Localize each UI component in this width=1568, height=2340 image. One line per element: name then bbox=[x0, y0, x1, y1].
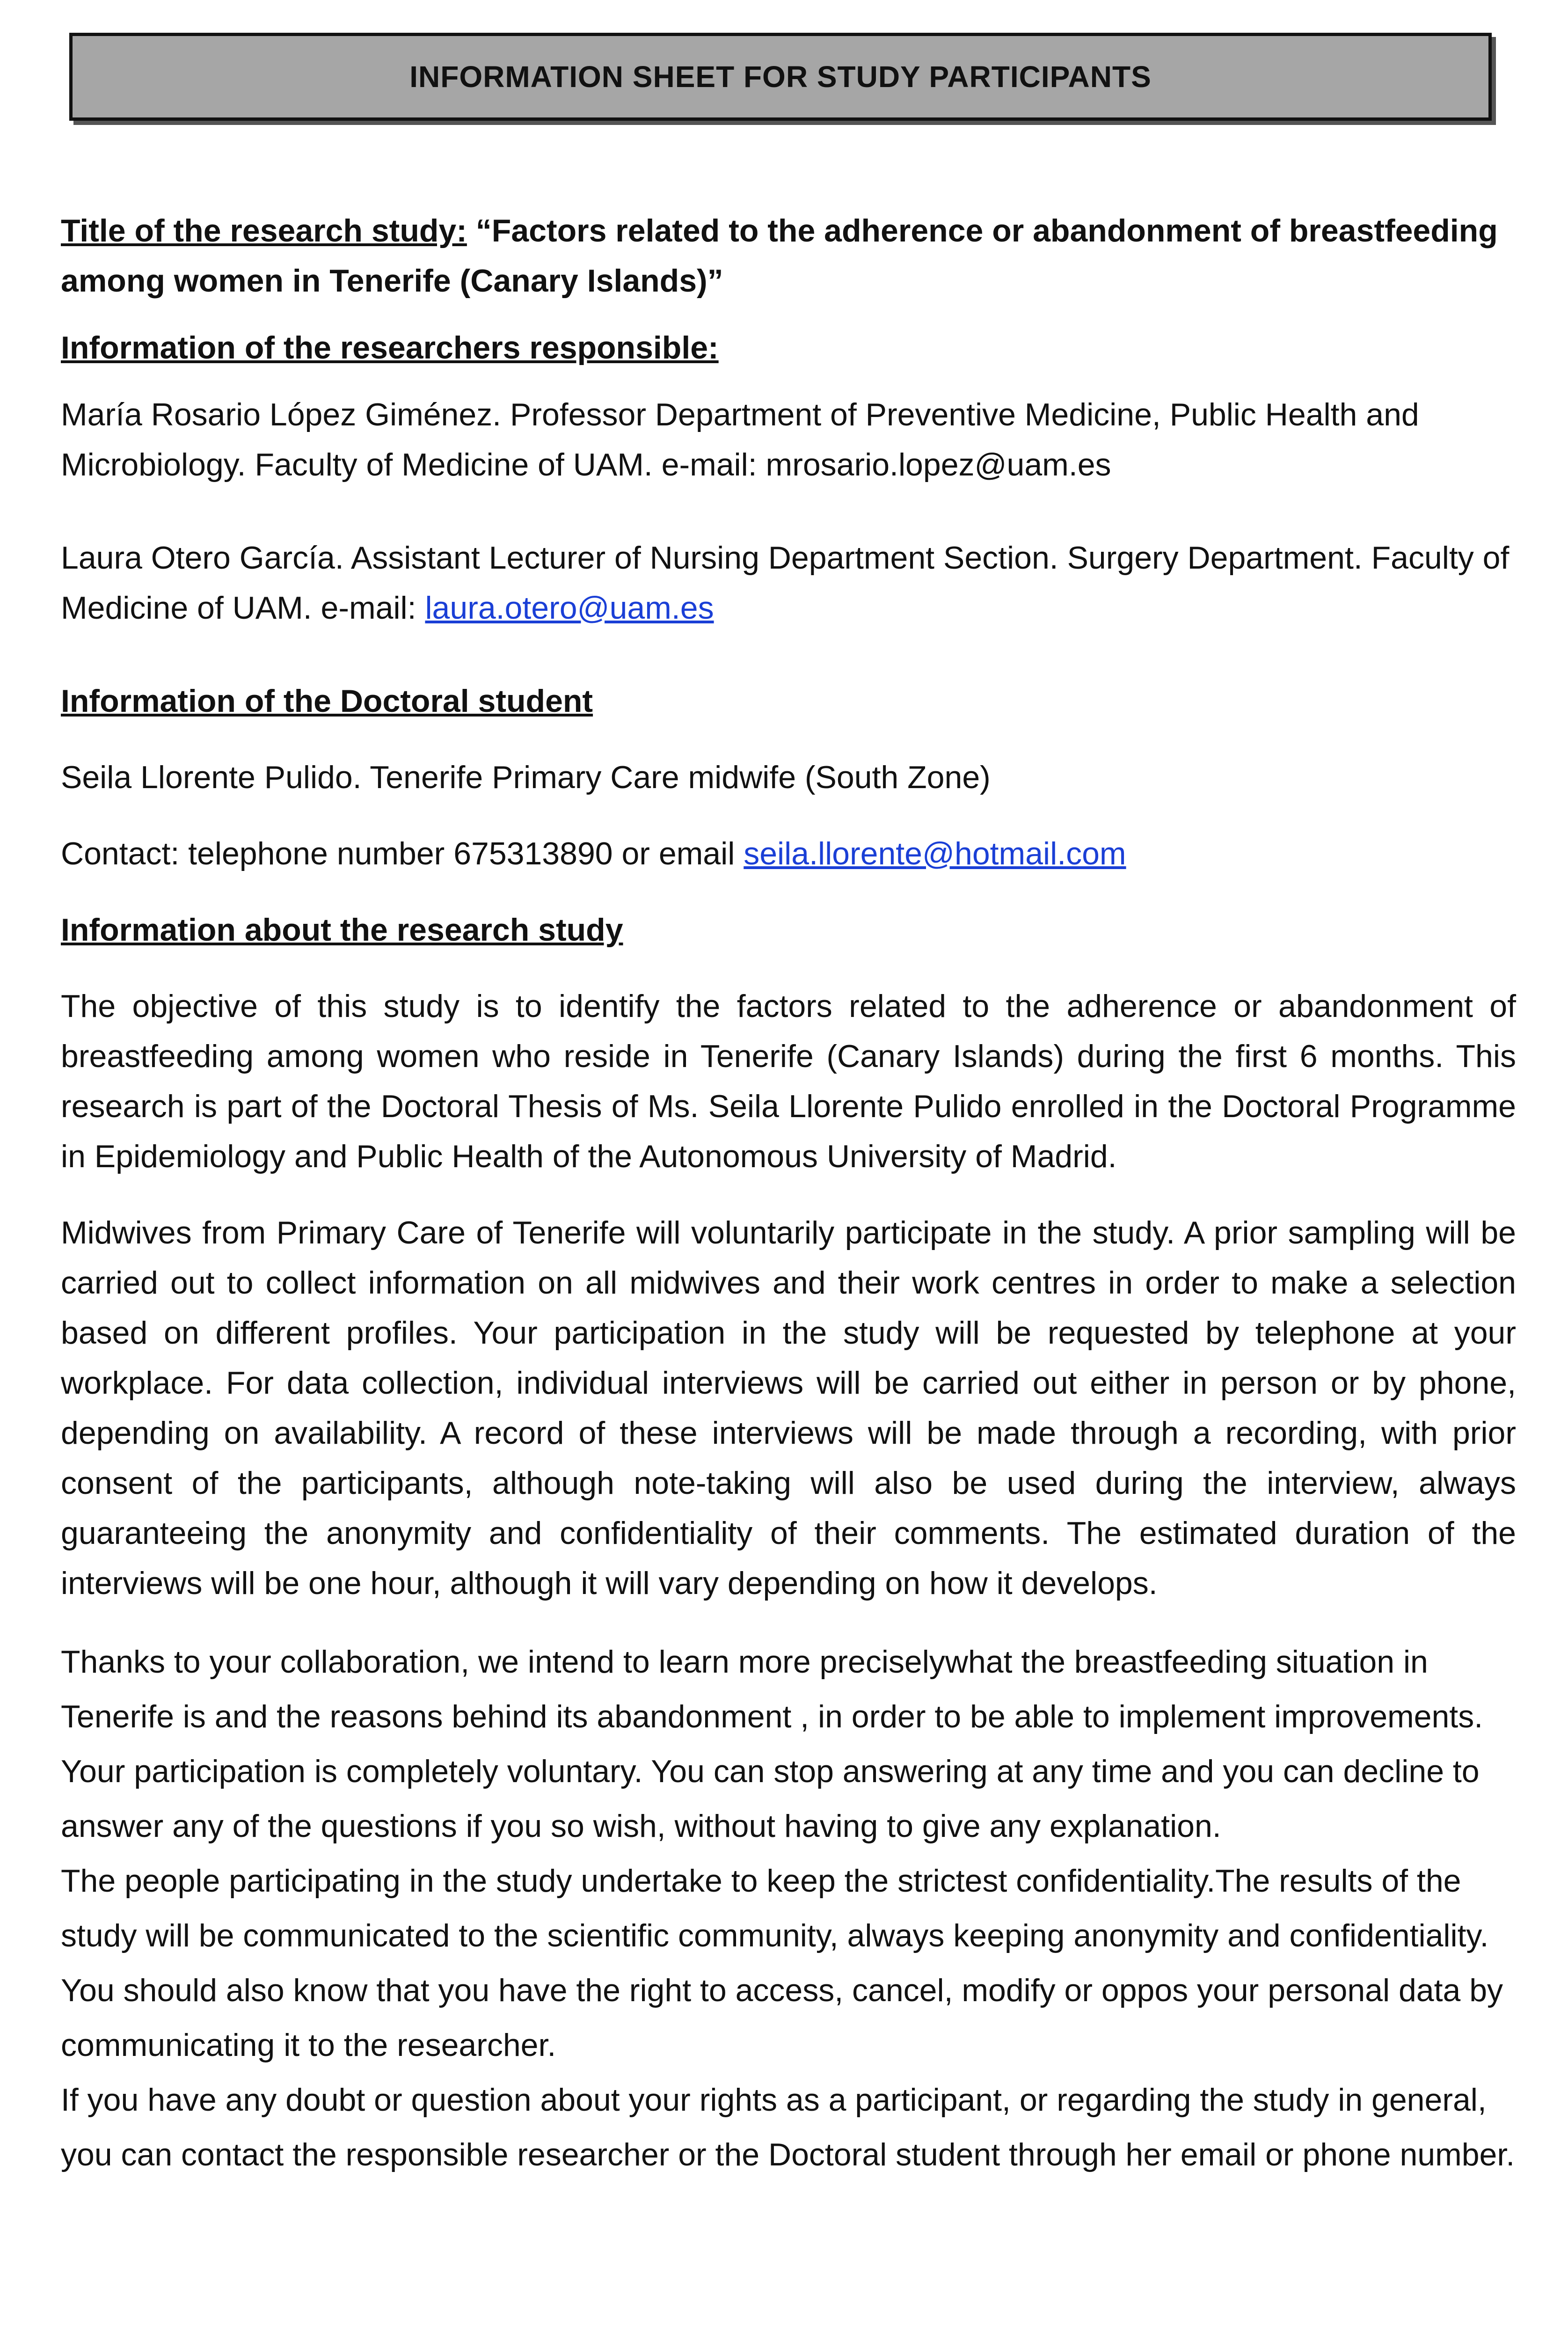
document-body bbox=[61, 206, 1516, 2182]
doctoral-heading: Information of the Doctoral student bbox=[61, 683, 593, 719]
study-paragraph-5: If you have any doubt or question about your rights as a participant, or regarding the study in general, you can contact the responsible researcher or the Doctoral student through her email or phone number. bbox=[61, 2082, 1515, 2172]
researchers-heading: Information of the researchers responsible: bbox=[61, 330, 719, 366]
researcher-1: María Rosario López Giménez. Professor Department of Preventive Medicine, Public Health and Microbiology. Faculty of Medicine of UAM. e-mail: mrosario.lopez@uam.es bbox=[61, 397, 1419, 483]
researcher-2-email-link[interactable]: laura.otero@uam.es bbox=[425, 590, 714, 626]
doctoral-email-link[interactable]: seila.llorente@hotmail.com bbox=[744, 836, 1126, 871]
doctoral-name: Seila Llorente Pulido. Tenerife Primary Care midwife (South Zone) bbox=[61, 760, 991, 795]
study-title-text: “Factors related to the adherence or abandonment of breastfeeding among women in Tenerife (Canary Islands)” bbox=[61, 213, 1498, 299]
study-heading: Information about the research study bbox=[61, 912, 623, 948]
study-paragraph-1: The objective of this study is to identify the factors related to the adherence or abandonment of breastfeeding among women who reside in Tenerife (Canary Islands) during the first 6 months. This research is part of the Doctoral Thesis of Ms. Seila Llorente Pulido enrolled in the Doctoral Programme in Epidemiology and Public Health of the Autonomous University of Madrid. bbox=[61, 988, 1516, 1174]
researcher-2-text: Laura Otero García. Assistant Lecturer of Nursing Department Section. Surgery Department. Faculty of Medicine of UAM. e-mail: bbox=[61, 540, 1510, 626]
study-title-label: Title of the research study: bbox=[61, 213, 467, 249]
study-paragraph-4: The people participating in the study undertake to keep the strictest confidentiality.The results of the study will be communicated to the scientific community, always keeping anonymity and confidentiality. You should also know that you have the right to access, cancel, modify or oppos your personal data by communicating it to the researcher. bbox=[61, 1863, 1503, 2063]
researcher-2 bbox=[61, 533, 1516, 633]
header-box bbox=[69, 33, 1492, 121]
study-title bbox=[61, 206, 1516, 306]
page-title: INFORMATION SHEET FOR STUDY PARTICIPANTS bbox=[409, 60, 1152, 94]
doctoral-contact-text: Contact: telephone number 675313890 or email bbox=[61, 836, 744, 871]
doctoral-contact bbox=[61, 829, 1516, 879]
study-paragraph-2: Midwives from Primary Care of Tenerife will voluntarily participate in the study. A prior sampling will be carried out to collect information on all midwives and their work centres in order to make a selection based on different profiles. Your participation in the study will be requested by telephone at your workplace. For data collection, individual interviews will be carried out either in person or by phone, depending on availability. A record of these interviews will be made through a recording, with prior consent of the participants, although note-taking will also be used during the interview, always guaranteeing the anonymity and confidentiality of their comments. The estimated duration of the interviews will be one hour, although it will vary depending on how it develops. bbox=[61, 1215, 1516, 1601]
study-paragraph-3: Thanks to your collaboration, we intend to learn more preciselywhat the breastfeeding situation in Tenerife is and the reasons behind its abandonment , in order to be able to implement improvements. Your participation is completely voluntary. You can stop answering at any time and you can decline to answer any of the questions if you so wish, without having to give any explanation. bbox=[61, 1644, 1483, 1844]
